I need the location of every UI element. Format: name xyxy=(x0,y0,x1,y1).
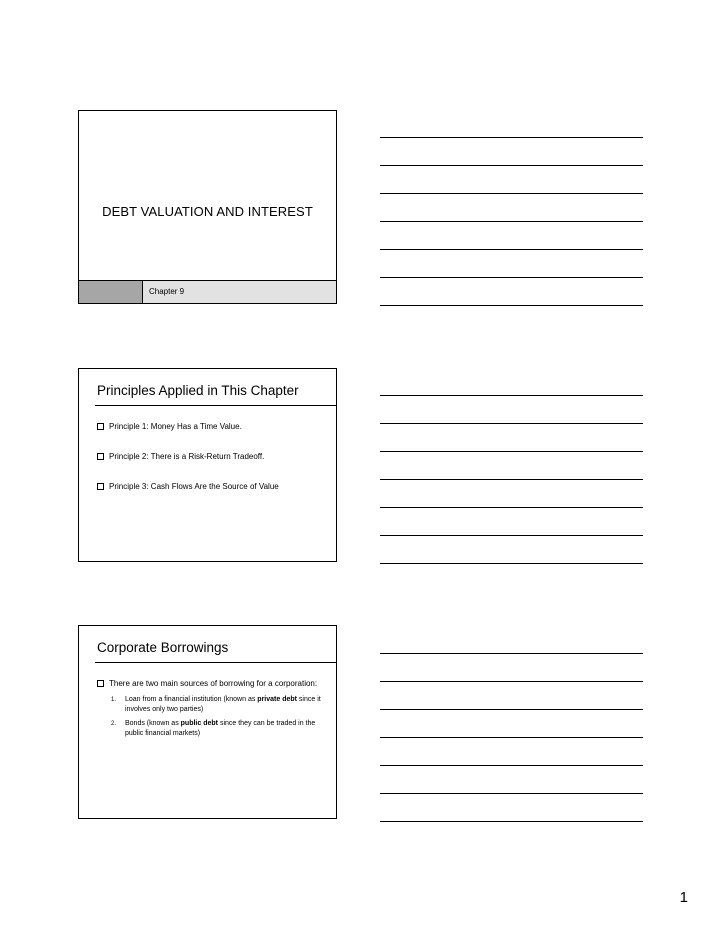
page-number: 1 xyxy=(679,889,688,906)
text-run: since it involves only two parties) xyxy=(125,696,321,713)
bullet-text: Principle 1: Money Has a Time Value. xyxy=(109,422,242,431)
text-run: Loan from a financial institution (known as xyxy=(125,696,258,703)
list-item xyxy=(111,695,322,715)
note-line xyxy=(380,305,643,306)
slide-2-title: Principles Applied in This Chapter xyxy=(97,383,299,398)
bold-term: public debt xyxy=(180,720,218,727)
note-line xyxy=(380,681,643,682)
note-line xyxy=(380,765,643,766)
bullet-item xyxy=(97,678,322,689)
note-line xyxy=(380,193,643,194)
square-bullet-icon xyxy=(97,680,104,687)
note-line xyxy=(380,563,643,564)
note-line xyxy=(380,737,643,738)
title-divider xyxy=(95,662,336,663)
note-line xyxy=(380,277,643,278)
note-line xyxy=(380,423,643,424)
bullet-text: Principle 3: Cash Flows Are the Source of Value xyxy=(109,482,279,491)
note-line xyxy=(380,451,643,452)
slide-3 xyxy=(78,625,337,819)
slide-1-title: DEBT VALUATION AND INTEREST xyxy=(102,204,313,219)
list-item-text xyxy=(125,719,322,739)
bullet-text: There are two main sources of borrowing for a corporation: xyxy=(109,679,318,688)
text-run: since they can be traded in the public financial markets) xyxy=(125,720,316,737)
slide-1-footer xyxy=(79,280,336,303)
note-line xyxy=(380,165,643,166)
note-line xyxy=(380,395,643,396)
bold-term: private debt xyxy=(257,696,297,703)
list-number: 1. xyxy=(111,697,117,703)
slide-3-bullets xyxy=(97,678,322,743)
footer-gray-block xyxy=(79,281,142,303)
list-item xyxy=(111,719,322,739)
note-line xyxy=(380,821,643,822)
note-line xyxy=(380,249,643,250)
note-line xyxy=(380,479,643,480)
square-bullet-icon xyxy=(97,453,104,460)
bullet-item xyxy=(97,481,322,492)
title-divider xyxy=(95,405,336,406)
list-item-text xyxy=(125,695,322,715)
note-line xyxy=(380,137,643,138)
square-bullet-icon xyxy=(97,483,104,490)
bullet-item xyxy=(97,421,322,432)
bullet-item xyxy=(97,451,322,462)
slide-2-bullets xyxy=(97,421,322,511)
text-run: Bonds (known as xyxy=(125,720,181,727)
note-line xyxy=(380,709,643,710)
bullet-text: Principle 2: There is a Risk-Return Tradeoff. xyxy=(109,452,265,461)
list-number: 2. xyxy=(111,721,117,727)
slide-3-title: Corporate Borrowings xyxy=(97,640,229,655)
slide-1 xyxy=(78,110,337,304)
numbered-list xyxy=(111,695,322,739)
note-line xyxy=(380,653,643,654)
slide-2 xyxy=(78,368,337,562)
note-line xyxy=(380,535,643,536)
slide-1-subtitle: Chapter 9 xyxy=(142,281,336,303)
note-line xyxy=(380,507,643,508)
square-bullet-icon xyxy=(97,423,104,430)
note-line xyxy=(380,221,643,222)
note-line xyxy=(380,793,643,794)
